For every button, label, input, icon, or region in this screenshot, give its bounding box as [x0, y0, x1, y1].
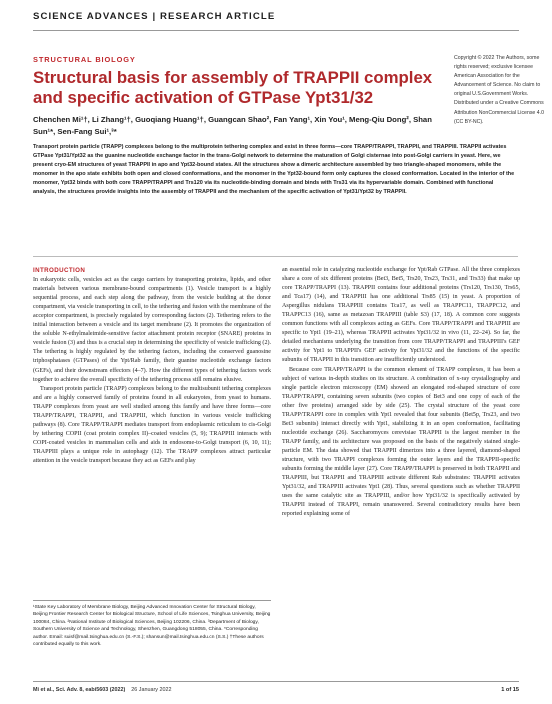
body-paragraph: Because core TRAPP/TRAPPI is the common element of TRAPP complexes, it has been a subject of various in-depth studies on its structure. A combination of x-ray crystallography and single particle electron microscopy (EM) showed an elongated rod-shaped structure of core TRAPP/TRAPPI, containing seven subunits (two copies of Bet3 and one copy of each of the other five proteins) arranged side by side (25). The crystal structure of the yeast core TRAPP/TRAPPI core in complex with Ypt1 revealed that four subunits (Bet5p, Trs23, and two Bet3 subunits) interact directly with Ypt1, stabilizing it in an open conformation, facilitating nucleotide exchange (26). Saccharomyces cerevisiae TRAPPII is the largest member in the TRAPP family, and its architecture was proposed on the basis of the negatively stained single-particle EM. The data showed that TRAPPII dimerizes into a three layered, diamond-shaped structure, with two TRAPPI complexes forming the outer layers and the TRAPPII-specific subunits forming the middle layer (27). Core TRAPP/TRAPPI is preserved in both TRAPPII and TRAPPIII, but TRAPPII and TRAPPIII activate different Rab substrates: TRAPPII activates Ypt31/32, and TRAPPIII activates Ypt1 (28). Thus, several questions such as whether TRAPPII uses the same catalytic site as TRAPPIII, and/or how Ypt31/32 is specifically activated by TRAPPII instead of TRAPPI, remain unanswered. Several contradictory results have been reported explaining some of [282, 366, 520, 518]
body-paragraph: Transport protein particle (TRAPP) complexes belong to the multisubunit tethering complexes and are a highly conserved family of proteins found in all eukaryotes, from yeast to humans. TRAPP complexes from yeast are well studied among this family and have three forms—core TRAPP/TRAPPI, TRAPPII, and TRAPPIII, which function in various vesicle trafficking pathways (8). Core TRAPP/TRAPPI mediates transport from endoplasmic reticulum to cis-Golgi by tethering COPII (coat protein complex II)–coated vesicles (5, 9); TRAPPIII interacts with COPI-coated vesicles in mammalian cells and aids in endosome-to-Golgi transport (6, 10, 11); TRAPPIII plays a unique role in autophagy (12). The TRAPP complexes attract particular attention in the vesicle transport because they act as GEFs and play [33, 385, 271, 464]
intro-heading: INTRODUCTION [33, 267, 86, 274]
body-paragraph: In eukaryotic cells, vesicles act as the cargo carriers by transporting proteins, lipids, and other materials between various membrane-bound compartments (1). Vesicle transport is a highly sequential process, and each step along the pathway, from the vesicle budding at the donor compartment, via vesicle transporting in cell, to the tethering and fusion with the membrane of the acceptor compartment, is precisely regulated by corresponding factors (2). Tethering refers to the initial interaction between a vesicle and its target membrane (2). It promotes the organization of the soluble N-ethylmaleimide-sensitive factor attachment protein receptor (SNARE) proteins in vesicle fusion (3) and thus is a crucial step in determining the specificity of vesicle trafficking (2). The tethering is highly regulated by the tethering factors, including the conserved guanosine triphosphatases (GTPases) of the Ypt/Rab family, their guanine nucleotide exchange factors (GEFs), and their downstream effectors (4–7). How the different types of tethering factors work together to achieve the overall specificity of the tethering process still remains elusive. [33, 277, 271, 383]
copyright-notice: Copyright © 2022 The Authors, some rights reserved; exclusive licensee American Association for the Advancement of Science. No claim to original U.S.Government Works. Distributed under a Creative Commons Attribution NonCommercial License 4.0 (CC BY-NC). [454, 55, 544, 125]
author-list: Chenchen Mi¹†, Li Zhang¹†, Guoqiang Huang¹†, Guangcan Shao², Fan Yang¹, Xin You¹, Meng-Qiu Dong², Shan Sun¹*, Sen-Fang Sui¹,³* [33, 115, 432, 136]
header-divider [33, 30, 519, 31]
citation-reference: Mi et al., Sci. Adv. 8, eabi5603 (2022) [33, 687, 126, 693]
article-title: Structural basis for assembly of TRAPPII complex and specific activation of GTPase Ypt31/32 [33, 68, 433, 107]
publication-date: 26 January 2022 [131, 687, 172, 693]
left-column [33, 266, 271, 466]
body-paragraph: an essential role in catalyzing nucleotide exchange for Ypt/Rab GTPase. All the three complexes share a core of six different proteins (Bet3, Bet5, Trs20, Trs23, Trs31, and Trs33) that make up core TRAPP/TRAPPI (13). TRAPPII contains four additional proteins (Trs120, Trs130, Trs65, and Tca17) (14), and TRAPPIII has one additional Trs85 (15) in yeast. A proportion of Aspergillus nidulans TRAPPIII contains Tca17, as well as TRAPPC11, TRAPPC12, and TRAPPC13 (16), same as metazoan TRAPPIII (table S3) (17, 18). A common core suggests common functions with all complexes acting as GEFs. Core TRAPP/TRAPPI and TRAPPIII are specific to Ypt1 (19–21), whereas TRAPPII activates Ypt31/32 in vivo (11, 22–24). So far, the detailed mechanisms underlying the transition from core TRAPP/TRAPPI and TRAPPIII's GEF activity for Ypt1 to TRAPPII's GEF activity for Ypt31/32 and the functions of the specific subunits of TRAPPII in this transition are insufficiently understood. [282, 267, 520, 364]
abstract-divider [33, 256, 518, 257]
right-column [282, 266, 520, 519]
affiliations: ¹State Key Laboratory of Membrane Biology, Beijing Advanced Innovation Center for Structural Biology, Beijing Frontier Research Center for Biological Structure, School of Life Sciences, Tsinghua University, Beijing 100084, China. ²National Institute of Biological Sciences, Beijing 102206, China. ³Department of Biology, Southern University of Science and Technology, Shenzhen, Guangdong 518055, China. *Corresponding author. Email: suisf@mail.tsinghua.edu.cn (S.-F.S.); shansun@mail.tsinghua.edu.cn (S.S.) †These authors contributed equally to this work. [33, 605, 271, 648]
footer-divider [33, 681, 519, 682]
section-tag: STRUCTURAL BIOLOGY [33, 55, 136, 64]
abstract: Transport protein particle (TRAPP) complexes belong to the multiprotein tethering complex and exist in three forms—core TRAPP/TRAPPI, TRAPPII, and TRAPPIII. TRAPPII activates GTPase Ypt31/Ypt32 as the guanine nucleotide exchange factor in the trans-Golgi network to determine the maturation of Golgi cisternae into post-Golgi carriers in yeast. Here, we present cryo-EM structures of yeast TRAPPII in apo and Ypt32-bound states. All the structures show a dimeric architecture assembled by two triangle-shaped monomers, while the monomer in the apo state exhibits both open and closed conformations, and the monomer in the Ypt32-bound form only captures the closed conformation. Located in the interior of the monomer, Ypt32 binds with both core TRAPP/TRAPPI and Trs120 via its nucleotide-binding domain and binds with Trs31 via its hypervariable domain. Combined with functional analysis, the structures provide insights into the assembly of TRAPPII and the mechanism of the specific activation of Ypt31/Ypt32 by TRAPPII. [33, 144, 515, 195]
affiliations-divider [33, 600, 271, 601]
journal-header: SCIENCE ADVANCES | RESEARCH ARTICLE [33, 11, 276, 22]
footer-citation [33, 687, 171, 693]
page-number: 1 of 15 [501, 687, 519, 693]
